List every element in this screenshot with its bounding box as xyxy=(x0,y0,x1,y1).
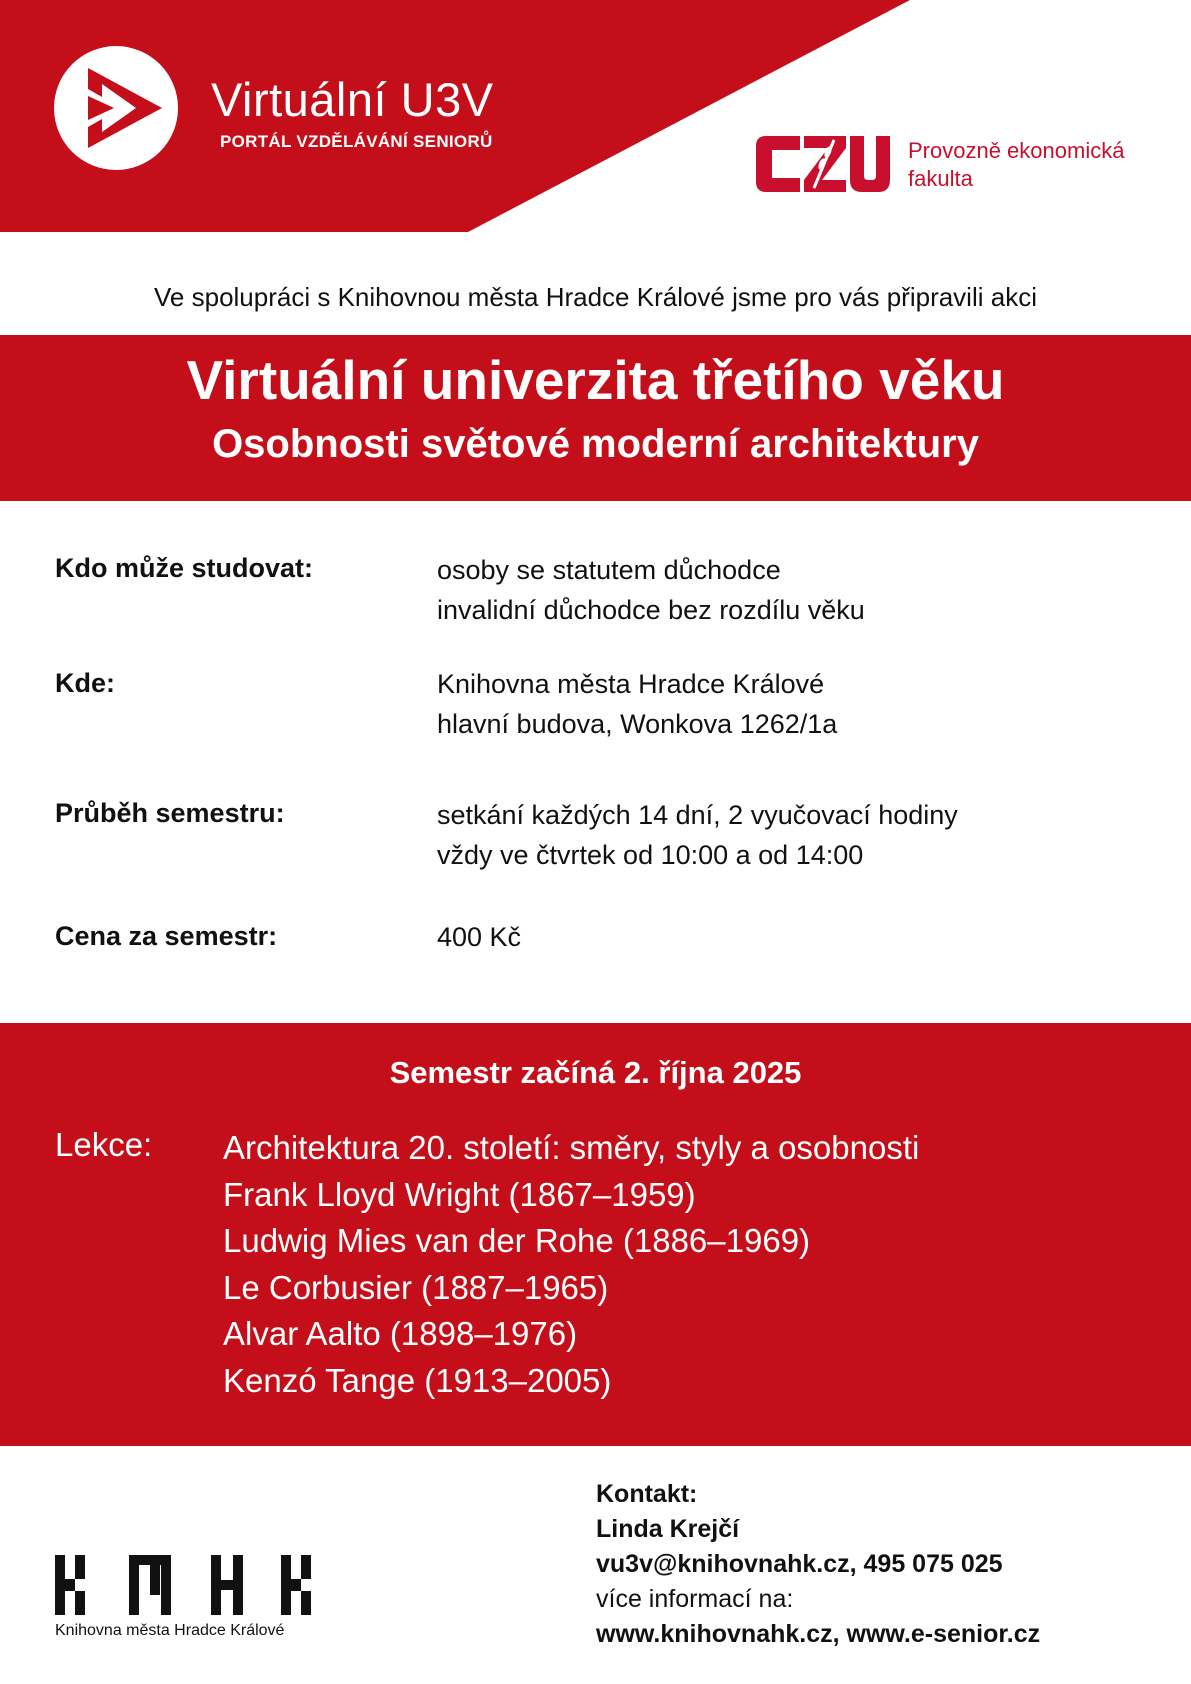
intro-text: Ve spolupráci s Knihovnou města Hradce Králové jsme pro vás připravili akci xyxy=(154,282,1037,312)
info-value-price xyxy=(437,917,521,957)
brand-title: Virtuální U3V xyxy=(211,73,494,126)
lectures-list xyxy=(223,1125,919,1404)
info-label-price: Cena za semestr: xyxy=(55,921,278,951)
lecture-item: Architektura 20. století: směry, styly a osobnosti xyxy=(223,1129,920,1166)
library-name: Knihovna města Hradce Králové xyxy=(55,1622,285,1639)
info-value-line: invalidní důchodce bez rozdílu věku xyxy=(437,595,865,625)
info-value-who xyxy=(437,550,865,630)
contact-name: Linda Krejčí xyxy=(596,1515,740,1543)
info-value-line: hlavní budova, Wonkova 1262/1a xyxy=(437,709,838,739)
contact-block xyxy=(596,1477,1040,1652)
brand-subtitle: PORTÁL VZDĚLÁVÁNÍ SENIORŮ xyxy=(220,132,493,151)
websites-link[interactable]: www.knihovnahk.cz, www.e-senior.cz xyxy=(596,1620,1041,1648)
info-value-line: osoby se statutem důchodce xyxy=(437,555,781,585)
main-title: Virtuální univerzita třetího věku xyxy=(186,349,1005,411)
info-label-schedule: Průběh semestru: xyxy=(55,798,285,828)
info-value-line: vždy ve čtvrtek od 10:00 a od 14:00 xyxy=(437,840,864,870)
lecture-item: Ludwig Mies van der Rohe (1886–1969) xyxy=(223,1222,811,1259)
info-value-schedule xyxy=(437,795,958,875)
faculty-name: Provozně ekonomická fakulta xyxy=(908,138,1125,191)
contact-details: vu3v@knihovnahk.cz, 495 075 025 xyxy=(596,1550,1003,1578)
top-banner xyxy=(0,0,1191,232)
lecture-item: Kenzó Tange (1913–2005) xyxy=(223,1361,612,1399)
info-value-line: setkání každých 14 dní, 2 vyučovací hodiny xyxy=(437,800,958,830)
sub-title: Osobnosti světové moderní architektury xyxy=(212,422,979,466)
contact-heading: Kontakt: xyxy=(596,1480,698,1508)
info-label-who: Kdo může studovat: xyxy=(55,553,314,583)
more-info-label: více informací na: xyxy=(596,1585,794,1613)
info-value-line: Knihovna města Hradce Králové xyxy=(437,669,825,699)
lecture-item: Alvar Aalto (1898–1976) xyxy=(223,1315,578,1352)
lecture-item: Le Corbusier (1887–1965) xyxy=(223,1268,609,1306)
semester-start: Semestr začíná 2. října 2025 xyxy=(389,1055,802,1090)
info-value-line: 400 Kč xyxy=(437,922,522,952)
lecture-item: Frank Lloyd Wright (1867–1959) xyxy=(223,1175,696,1213)
kmhk-logo-icon xyxy=(55,1555,315,1615)
info-label-where: Kde: xyxy=(55,668,115,698)
czu-logo-icon xyxy=(752,130,892,198)
info-value-where xyxy=(437,664,837,744)
lectures-label: Lekce: xyxy=(55,1126,153,1163)
u3v-play-logo-icon xyxy=(54,46,178,170)
